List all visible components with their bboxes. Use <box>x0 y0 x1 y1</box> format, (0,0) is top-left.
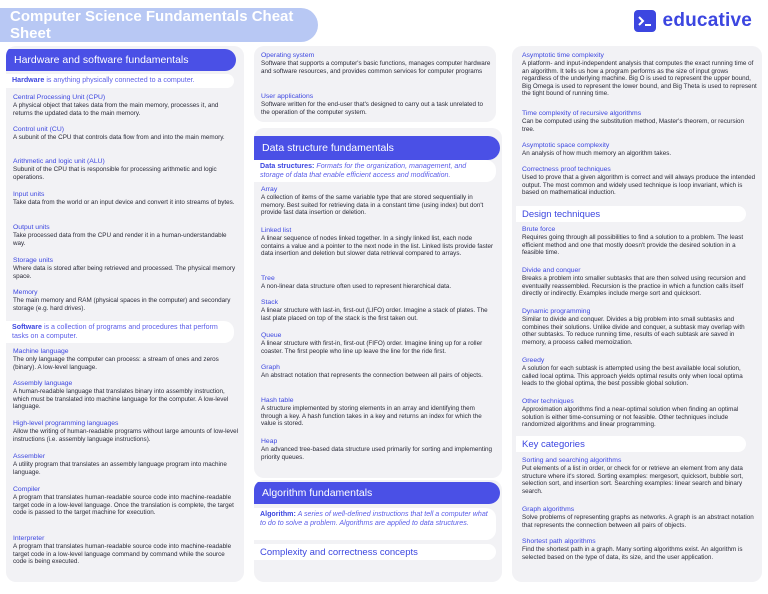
software-intro: Software is a collection of programs and procedures that perform tasks on a computer. <box>6 321 234 343</box>
dt-divide-and-conquer: Divide and conquer Breaks a problem into smaller subtasks that are then solved using recursion and eventually reassembled. Recursion is the practice in which a function calls itself directly or indirectly. Examples include merge sort and quicksort. <box>522 267 746 298</box>
ds-graph: Graph An abstract notation that represents the connection between all pairs of objects. <box>261 364 483 379</box>
terminal-icon <box>634 10 656 32</box>
ds-hash-table: Hash table A structure implemented by storing elements in an array and identifying them through a key. A hash function takes in a key and returns an index for which the value is stored. <box>261 397 482 428</box>
kc-shortest-path: Shortest path algorithms Find the shortest path in a graph. Many sorting algorithms exist. An algorithm is selected based on the type of data, its size, and the user application. <box>522 538 743 561</box>
dt-greedy: Greedy A solution for each subtask is attempted using the best available local solution, called local optima. This approach yields optimal results only when local optima leads to the global optima, the best possible global solution. <box>522 357 743 388</box>
sw-high-level-languages: High-level programming languages Allow the writing of human-readable programs without large amounts of low-level instructions (i.e. assembly language instructions). <box>13 420 239 443</box>
sw-assembler: Assembler A utility program that translates an assembly language program into machine language. <box>13 453 227 476</box>
recursive-time-complexity: Time complexity of recursive algorithms Can be computed using the substitution method, Master's theorem, or recursion tree. <box>522 110 745 133</box>
dt-other-techniques: Other techniques Approximation algorithms find a near-optimal solution when finding an optimal solution is either time-consuming or not feasible. Other techniques include randomized algorithms and linear programming. <box>522 398 739 429</box>
hw-memory: Memory The main memory and RAM (physical spaces in the computer) and secondary storage (e.g. hard drives). <box>13 289 231 312</box>
ds-array: Array A collection of items of the same variable type that are stored sequentially in memory. Best suited for retrieving data in a constant time (using index) but don't provide fast data insertion or deletion. <box>261 186 484 217</box>
sw-interpreter: Interpreter A program that translates human-readable source code into machine-readable target code in a low-level language command by command while the source code is being executed. <box>13 535 232 566</box>
logo-text: educative <box>662 10 752 31</box>
hw-input-units: Input units Take data from the world or an input device and convert it into streams of bytes. <box>13 191 235 206</box>
algorithms-intro: Algorithm: A series of well-defined instructions that tell a computer what to do to solve a problem. Algorithms are applied to data structures. <box>254 508 496 540</box>
algorithms-right-panel <box>512 46 762 582</box>
hw-cpu: Central Processing Unit (CPU) A physical object that takes data from the main memory, processes it, and returns the updated data to the main memory. <box>13 94 219 117</box>
kc-sorting-searching: Sorting and searching algorithms Put elements of a list in order, or check for or retrieve an element from any data structure where it's stored. Sorting examples: mergesort, quicksort, bubble sort, selection sort, and insertion sort. Searching examples: linear search and binary search. <box>522 457 743 495</box>
hardware-software-panel <box>6 46 244 582</box>
asymptotic-space-complexity: Asymptotic space complexity An analysis of how much memory an algorithm takes. <box>522 142 672 157</box>
asymptotic-time-complexity: Asymptotic time complexity A platform- and input-independent analysis that computes the exact running time of an algorithm. It tells us how a program performs as the size of input grows regardless of the underlying machine. Big O is used to represent the upper bound, Big Omega is used to represent the lower bound, and Big Theta is used to represent the tight bound of running time. <box>522 52 757 98</box>
software-continued-panel <box>254 46 496 122</box>
page-title: Computer Science Fundamentals Cheat Sheet <box>0 8 318 42</box>
sw-machine-language: Machine language The only language the computer can process: a stream of ones and zeros (binary). A low-level language. <box>13 348 219 371</box>
data-structures-intro: Data structures: Formats for the organization, management, and storage of data that enable efficient access and modification. <box>254 160 496 182</box>
key-categories-heading: Key categories <box>516 436 746 452</box>
hardware-intro: Hardware is anything physically connected to a computer. <box>6 74 234 88</box>
sw-operating-system: Operating system Software that supports a computer's basic functions, manages computer hardware and software resources, and provides common services for computer programs <box>261 52 491 75</box>
data-structures-heading: Data structure fundamentals <box>254 136 500 160</box>
data-structures-panel <box>254 128 502 478</box>
correctness-proof-techniques: Correctness proof techniques Used to prove that a given algorithm is correct and will always produce the intended output. The most common and widely used technique is loop invariant, which is based on mathematical induction. <box>522 166 756 197</box>
dt-brute-force: Brute force Requires going through all possibilities to find a solution to a problem. The least efficient method and one that mostly doesn't provide the desired solution in a feasible time. <box>522 226 744 257</box>
hw-output-units: Output units Take processed data from the CPU and render it in a human-understandable way. <box>13 224 227 247</box>
hw-control-unit: Control unit (CU) A subunit of the CPU that controls data flow from and into the main memory. <box>13 126 225 141</box>
hardware-software-heading: Hardware and software fundamentals <box>6 49 236 71</box>
hw-alu: Arithmetic and logic unit (ALU) Subunit of the CPU that is responsible for processing arithmetic and logic operations. <box>13 158 217 181</box>
educative-logo[interactable] <box>634 8 752 34</box>
algorithms-panel <box>254 480 502 582</box>
algorithms-heading: Algorithm fundamentals <box>254 482 500 504</box>
ds-heap: Heap An advanced tree-based data structure used primarily for sorting and implementing priority queues. <box>261 438 493 461</box>
hw-storage-units: Storage units Where data is stored after being retrieved and processed. The physical memory space. <box>13 257 236 280</box>
sw-assembly-language: Assembly language A human-readable language that translates binary into assembly instruction, which must be translated into machine language for the computer. A low-level language. <box>13 380 229 411</box>
kc-graph-algorithms: Graph algorithms Solve problems of representing graphs as networks. A graph is an abstract notation that represents the connection between all pairs of objects. <box>522 506 754 529</box>
sw-compiler: Compiler A program that translates human-readable source code into machine-readable target code in a low-level language. Once the translation is complete, the target code is passed to the target machine for execution. <box>13 486 234 517</box>
ds-linked-list: Linked list A linear sequence of nodes linked together. In a singly linked list, each node contains a value and a pointer to the next node in the list. Linked lists provide faster data insertion and deletion but slower data retrieval compared to arrays. <box>261 227 494 258</box>
ds-tree: Tree A non-linear data structure often used to represent hierarchical data. <box>261 275 452 290</box>
ds-stack: Stack A linear structure with last-in, first-out (LIFO) order. Imagine a stack of plates. The last plate placed on top of the stack is the first taken out. <box>261 299 488 322</box>
complexity-heading: Complexity and correctness concepts <box>254 544 496 560</box>
design-techniques-heading: Design techniques <box>516 206 746 222</box>
ds-queue: Queue A linear structure with first-in, first-out (FIFO) order. Imagine lining up for a roller coaster. The first people who line up leave the line for the ride first. <box>261 332 483 355</box>
dt-dynamic-programming: Dynamic programming Similar to divide and conquer. Divides a big problem into small subtasks and combines their solutions. Unlike divide and conquer, a subtask may overlap with other subtasks. To reduce running time, results of each subtask are saved in memory, a process called memoization. <box>522 308 745 346</box>
sw-user-applications: User applications Software written for the end-user that's designed to carry out a task unrelated to the operation of the computer system. <box>261 93 484 116</box>
